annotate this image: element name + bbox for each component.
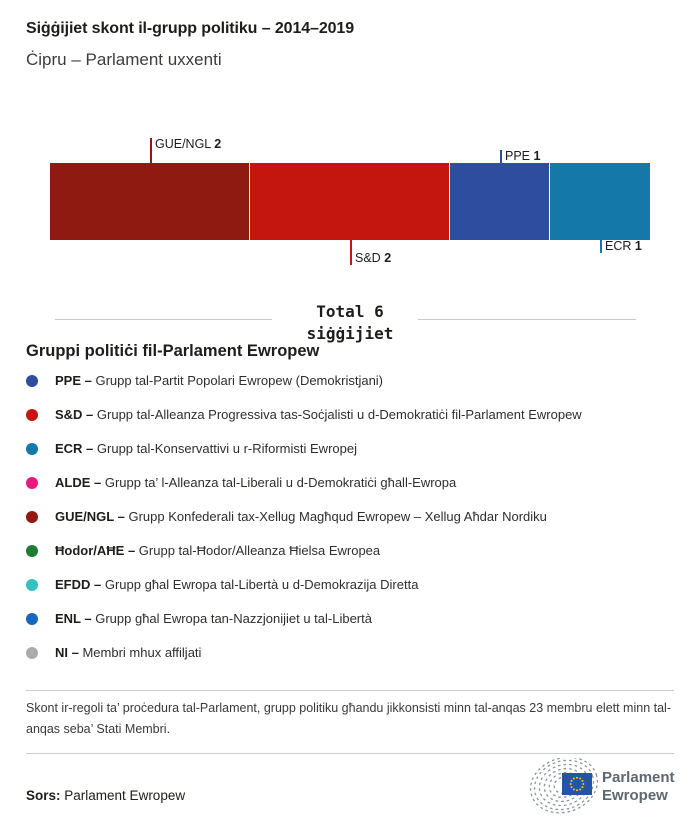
legend-dot-s-d (26, 409, 38, 421)
bar-segment-s-d (250, 163, 450, 240)
eu-flag (562, 773, 592, 795)
legend-item-ecr (26, 432, 681, 466)
legend-dot-ni (26, 647, 38, 659)
bar-callout-tick-gue-ngl (150, 138, 152, 163)
european-parliament-logo (528, 758, 698, 818)
legend-dot-enl (26, 613, 38, 625)
legend-item-ħodor-aħe (26, 534, 681, 568)
stacked-bar (50, 163, 650, 240)
page-subtitle: Ċipru – Parlament uxxenti (26, 50, 222, 69)
legend-item-s-d (26, 398, 681, 432)
logo-wordmark (602, 769, 675, 805)
source-label: Sors: (26, 788, 61, 803)
bar-callout-group-name: S&D (355, 251, 385, 265)
legend-label: EFDD – Grupp għal Ewropa tal-Libertà u d-Demokrazija Diretta (55, 577, 419, 592)
legend-item-enl (26, 602, 681, 636)
logo-wordmark-line1: Parlament (602, 769, 675, 786)
legend-dot-gue-ngl (26, 511, 38, 523)
legend-dot-ppe (26, 375, 38, 387)
bar-callout-group-name: PPE (505, 149, 534, 163)
legend-label: ECR – Grupp tal-Konservattivi u r-Riformisti Ewropej (55, 441, 357, 456)
footnote-divider-top (26, 690, 674, 691)
legend-label: ENL – Grupp għal Ewropa tan-Nazzjonijiet u tal-Libertà (55, 611, 372, 626)
bar-callout-label-s-d (355, 251, 391, 266)
legend-heading: Gruppi politiċi fil-Parlament Ewropew (26, 342, 320, 360)
bar-callout-label-ecr (605, 239, 642, 254)
legend-label: PPE – Grupp tal-Partit Popolari Ewropew (Demokristjani) (55, 373, 384, 388)
hemicycle-logo-graphic (528, 758, 598, 816)
bar-callout-seat-count: 2 (384, 251, 392, 265)
legend-item-efdd (26, 568, 681, 602)
logo-wordmark-line2: Ewropew (602, 787, 668, 804)
bar-callout-tick-s-d (350, 240, 352, 265)
bar-callout-tick-ecr (600, 240, 602, 253)
bar-segment-ppe (450, 163, 550, 240)
page-title: Siġġijiet skont il-grupp politiku – 2014–2019 (26, 20, 355, 37)
bar-callout-label-gue-ngl (155, 137, 221, 152)
legend-dot-alde (26, 477, 38, 489)
bar-callout-label-ppe (505, 149, 540, 164)
legend-label: S&D – Grupp tal-Alleanza Progressiva tas-Soċjalisti u d-Demokratiċi fil-Parlament Ewropew (55, 407, 582, 422)
total-seats-line2: siġġijiet (306, 324, 394, 343)
legend-item-ni (26, 636, 681, 670)
bar-callout-group-name: GUE/NGL (155, 137, 215, 151)
legend-item-ppe (26, 364, 681, 398)
total-seats-label (0, 301, 700, 345)
legend-dot-ecr (26, 443, 38, 455)
bar-segment-gue-ngl (50, 163, 250, 240)
bar-callout-seat-count: 1 (533, 149, 541, 163)
legend-label: Ħodor/AĦE – Grupp tal-Ħodor/Alleanza Ħielsa Ewropea (55, 543, 381, 558)
legend-dot-efdd (26, 579, 38, 591)
bar-segment-ecr (550, 163, 650, 240)
legend-label: GUE/NGL – Grupp Konfederali tax-Xellug Magħqud Ewropew – Xellug Aħdar Nordiku (55, 509, 547, 524)
bar-callout-seat-count: 2 (214, 137, 222, 151)
bar-callout-group-name: ECR (605, 239, 635, 253)
legend-label: NI – Membri mhux affiljati (55, 645, 202, 660)
legend-dot-ħodor-aħe (26, 545, 38, 557)
legend-label: ALDE – Grupp ta’ l-Alleanza tal-Liberali u d-Demokratiċi għall-Ewropa (55, 475, 457, 490)
legend-list (26, 364, 681, 670)
source-line (26, 788, 185, 803)
bar-callout-seat-count: 1 (634, 239, 642, 253)
footnote-divider-bottom (26, 753, 674, 754)
bar-callout-tick-ppe (500, 150, 502, 163)
source-value: Parlament Ewropew (64, 788, 186, 803)
legend-item-gue-ngl (26, 500, 681, 534)
legend-item-alde (26, 466, 681, 500)
total-seats-line1: Total 6 (316, 302, 384, 321)
footnote-text: Skont ir-regoli ta’ proċedura tal-Parlament, grupp politiku għandu jikkonsisti minn tal-anqas 23 membru elett minn tal-anqas seba’ Stati Membri. (26, 701, 671, 736)
chart (50, 135, 650, 275)
